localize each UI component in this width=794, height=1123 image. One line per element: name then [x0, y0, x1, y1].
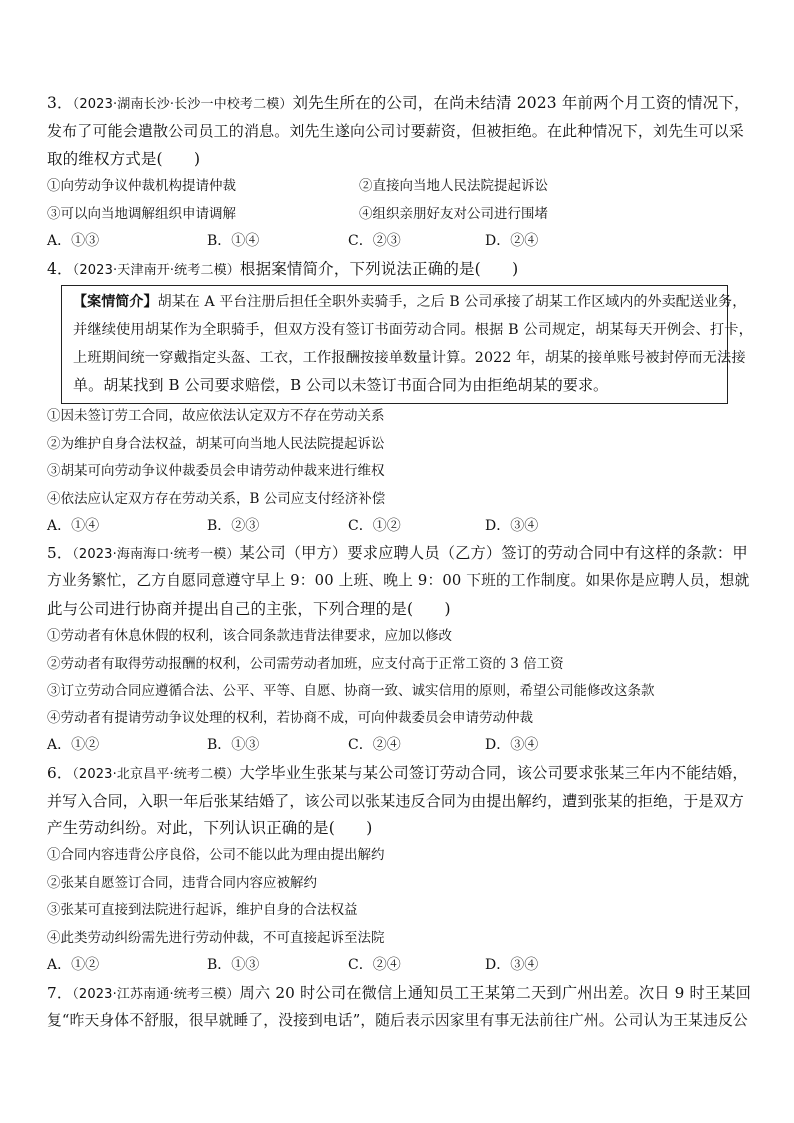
- question-number: 3．: [47, 94, 73, 112]
- option-item: ①合同内容违背公序良俗，公司不能以此为理由提出解约: [47, 847, 385, 863]
- question-source: （2023·天津南开·统考二模）: [72, 263, 240, 278]
- question-number: 5．: [47, 544, 73, 562]
- option-item: ④劳动者有提请劳动争议处理的权利，若协商不成，可向仲裁委员会申请劳动仲裁: [47, 710, 533, 726]
- answer-choice-d[interactable]: D．③④: [485, 518, 539, 534]
- case-line-3: 上班期间统一穿戴指定头盔、工衣，工作报酬按接单数量计算。2022 年，胡某的接单账号被封停而无法接: [73, 350, 746, 366]
- answer-choice-d[interactable]: D．③④: [485, 957, 539, 973]
- question-5-stem-line-1: 5．（2023·海南海口·统考一模）某公司（甲方）要求应聘人员（乙方）签订的劳动合同中有这样的条款：甲: [47, 544, 748, 562]
- case-line-1: 【案情简介】胡某在 A 平台注册后担任全职外卖骑手，之后 B 公司承接了胡某工作区域内的外卖配送业务，: [73, 294, 747, 310]
- question-3-stem-line-1: 3．（2023·湖南长沙·长沙一中校考二模）刘先生所在的公司，在尚未结清 2023 年前两个月工资的情况下，: [47, 94, 750, 112]
- question-3-stem-line-3: 取的维权方式是( ): [47, 150, 201, 168]
- case-label: 【案情简介】: [73, 294, 158, 310]
- question-6-stem-line-2: 并写入合同，入职一年后张某结婚了，该公司以张某违反合同为由提出解约，遭到张某的拒绝，于是双方: [47, 792, 744, 810]
- option-item: ①向劳动争议仲裁机构提请仲裁: [47, 178, 236, 194]
- case-line-2: 并继续使用胡某作为全职骑手，但双方没有签订书面劳动合同。根据 B 公司规定，胡某每天开例会、打卡，: [73, 322, 753, 338]
- question-6-stem-line-1: 6．（2023·北京昌平·统考二模）大学毕业生张某与某公司签订劳动合同，该公司要求张某三年内不能结婚，: [47, 764, 748, 782]
- question-7-stem-line-1: 7．（2023·江苏南通·统考三模）周六 20 时公司在微信上通知员工王某第二天到广州出差。次日 9 时王某回: [47, 984, 752, 1002]
- question-5-stem-line-3: 此与公司进行协商并提出自己的主张，下列合理的是( ): [47, 600, 451, 618]
- answer-choice-a[interactable]: A．①②: [47, 957, 100, 973]
- question-source: （2023·江苏南通·统考三模）: [72, 987, 240, 1002]
- answer-choice-d[interactable]: D．②④: [485, 233, 539, 249]
- question-number: 4．: [47, 260, 73, 278]
- question-6-stem-line-3: 产生劳动纠纷。对此，下列认识正确的是( ): [47, 819, 373, 837]
- option-item: ④依法应认定双方存在劳动关系，B 公司应支付经济补偿: [47, 491, 386, 507]
- answer-choice-b[interactable]: B．①③: [207, 957, 260, 973]
- question-4-stem-line-1: 4．（2023·天津南开·统考二模）根据案情简介，下列说法正确的是( ): [47, 260, 519, 278]
- question-5-stem-line-2: 方业务繁忙，乙方自愿同意遵守早上 9：00 上班、晚上 9：00 下班的工作制度。如果你是应聘人员，想就: [47, 572, 750, 589]
- option-item: ①劳动者有休息休假的权利，该合同条款违背法律要求，应加以修改: [47, 628, 452, 644]
- option-item: ②为维护自身合法权益，胡某可向当地人民法院提起诉讼: [47, 436, 385, 452]
- option-item: ②直接向当地人民法院提起诉讼: [359, 178, 548, 194]
- option-item: ③订立劳动合同应遵循合法、公平、平等、自愿、协商一致、诚实信用的原则，希望公司能修改这条款: [47, 683, 655, 699]
- option-item: ④组织亲朋好友对公司进行围堵: [359, 206, 548, 222]
- answer-choice-a[interactable]: A．①②: [47, 737, 100, 753]
- question-7-stem-line-2: 复“昨天身体不舒服，很早就睡了，没接到电话”，随后表示因家里有事无法前往广州。公司认为王某违反公: [47, 1012, 748, 1029]
- case-line-4: 单。胡某找到 B 公司要求赔偿，B 公司以未签订书面合同为由拒绝胡某的要求。: [73, 376, 609, 394]
- question-source: （2023·北京昌平·统考二模）: [72, 767, 240, 782]
- question-source: （2023·湖南长沙·长沙一中校考二模）: [72, 97, 293, 112]
- question-number: 7．: [47, 984, 73, 1002]
- answer-choice-c[interactable]: C．②④: [348, 737, 401, 753]
- answer-choice-a[interactable]: A．①③: [47, 233, 100, 249]
- option-item: ③张某可直接到法院进行起诉，维护自身的合法权益: [47, 902, 358, 918]
- answer-choice-c[interactable]: C．②③: [348, 233, 401, 249]
- option-item: ②张某自愿签订合同，违背合同内容应被解约: [47, 875, 317, 891]
- question-source: （2023·海南海口·统考一模）: [72, 547, 240, 562]
- answer-choice-b[interactable]: B．①④: [207, 233, 260, 249]
- option-item: ④此类劳动纠纷需先进行劳动仲裁，不可直接起诉至法院: [47, 930, 385, 946]
- question-3-stem-line-2: 发布了可能会遣散公司员工的消息。刘先生遂向公司讨要薪资，但被拒绝。在此种情况下，刘先生可以采: [47, 122, 744, 140]
- answer-choice-a[interactable]: A．①④: [47, 518, 100, 534]
- answer-choice-b[interactable]: B．①③: [207, 737, 260, 753]
- answer-choice-c[interactable]: C．①②: [348, 518, 401, 534]
- option-item: ③可以向当地调解组织申请调解: [47, 206, 236, 222]
- option-item: ①因未签订劳工合同，故应依法认定双方不存在劳动关系: [47, 408, 385, 424]
- option-item: ③胡某可向劳动争议仲裁委员会申请劳动仲裁来进行维权: [47, 463, 385, 479]
- answer-choice-c[interactable]: C．②④: [348, 957, 401, 973]
- option-item: ②劳动者有取得劳动报酬的权利，公司需劳动者加班，应支付高于正常工资的 3 倍工资: [47, 656, 564, 672]
- answer-choice-b[interactable]: B．②③: [207, 518, 260, 534]
- answer-choice-d[interactable]: D．③④: [485, 737, 539, 753]
- question-number: 6．: [47, 764, 73, 782]
